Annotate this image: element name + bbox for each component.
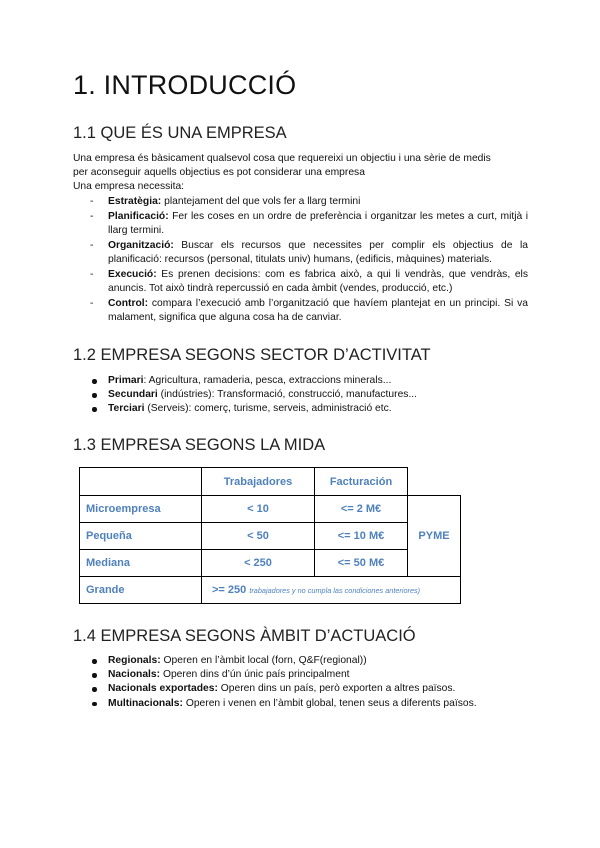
list-item: Multinacionals: Operen i venen en l’àmbit global, tenen seus a diferents països. [90, 697, 530, 711]
list-item: Nacionals exportades: Operen dins un país, però exporten a altres països. [90, 682, 530, 696]
needs-list [90, 195, 528, 326]
bullet-icon [92, 702, 97, 707]
list-item: Terciari (Serveis): comerç, turisme, serveis, administració etc. [90, 402, 530, 416]
table-row: Grande >= 250 trabajadores y no cumpla las condiciones anteriores) [80, 576, 461, 603]
table-row: Pequeña < 50 <= 10 M€ [80, 523, 461, 550]
bullet-icon [92, 673, 97, 678]
header-workers: Trabajadores [202, 468, 315, 496]
scope-list [90, 654, 530, 711]
bullet-icon [92, 393, 97, 398]
list-item: - Execució: Es prenen decisions: com es fabrica això, a qui li vendràs, que vendràs, els anuncis. Tot això tindrà repercussió en cada àmbit (vendes, producció, etc.) [90, 269, 528, 294]
bullet-icon [92, 659, 97, 664]
bullet-icon [92, 687, 97, 692]
page-title: 1. INTRODUCCIÓ [73, 70, 297, 100]
bullet-icon [92, 407, 97, 412]
list-item: Primari: Agricultura, ramaderia, pesca, extraccions minerals... [90, 374, 530, 388]
list-item: Nacionals: Operen dins d’ún únic país principalment [90, 668, 530, 682]
grande-value: >= 250 trabajadores y no cumpla las condiciones anteriores) [202, 576, 461, 603]
table-empty-cell [408, 468, 461, 496]
bullet-icon [92, 379, 97, 384]
section-heading-1-3: 1.3 EMPRESA SEGONS LA MIDA [73, 436, 326, 454]
intro-paragraph [73, 152, 533, 194]
section-heading-1-1: 1.1 QUE ÉS UNA EMPRESA [73, 124, 287, 142]
header-revenue: Facturación [315, 468, 408, 496]
table-row: Microempresa < 10 <= 2 M€ PYME [80, 496, 461, 523]
sector-list [90, 374, 530, 417]
section-heading-1-4: 1.4 EMPRESA SEGONS ÀMBIT D’ACTUACIÓ [73, 627, 416, 645]
intro-line-2: per aconseguir aquells objectius es pot considerar una empresa [73, 167, 365, 178]
section-heading-1-2: 1.2 EMPRESA SEGONS SECTOR D’ACTIVITAT [73, 346, 431, 364]
pyme-cell: PYME [408, 496, 461, 577]
list-item: Regionals: Operen en l’àmbit local (forn, Q&F(regional)) [90, 654, 530, 668]
list-item: - Estratègia: plantejament del que vols fer a llarg termini [90, 196, 361, 207]
needs-line: Una empresa necessita: [73, 181, 185, 192]
list-item: Secundari (indústries): Transformació, construcció, manufactures... [90, 388, 530, 402]
size-table [79, 467, 461, 604]
table-corner-cell [80, 468, 202, 496]
intro-line-1: Una empresa és bàsicament qualsevol cosa que requereixi un objectiu i una sèrie de medis [73, 153, 491, 164]
list-item: - Control: compara l’execució amb l’organització que havíem plantejat en un principi. Si va malament, significa que alguna cosa ha de canviar. [90, 298, 528, 323]
list-item: - Planificació: Fer les coses en un ordre de preferència i organitzar les metes a curt, mitjà i llarg termini. [90, 211, 528, 236]
table-row: Mediana < 250 <= 50 M€ [80, 549, 461, 576]
list-item: - Organització: Buscar els recursos que necessites per complir els objectius de la planificació: recursos (personal, titulats univ) humans, (edificis, màquines) materials. [90, 240, 528, 265]
